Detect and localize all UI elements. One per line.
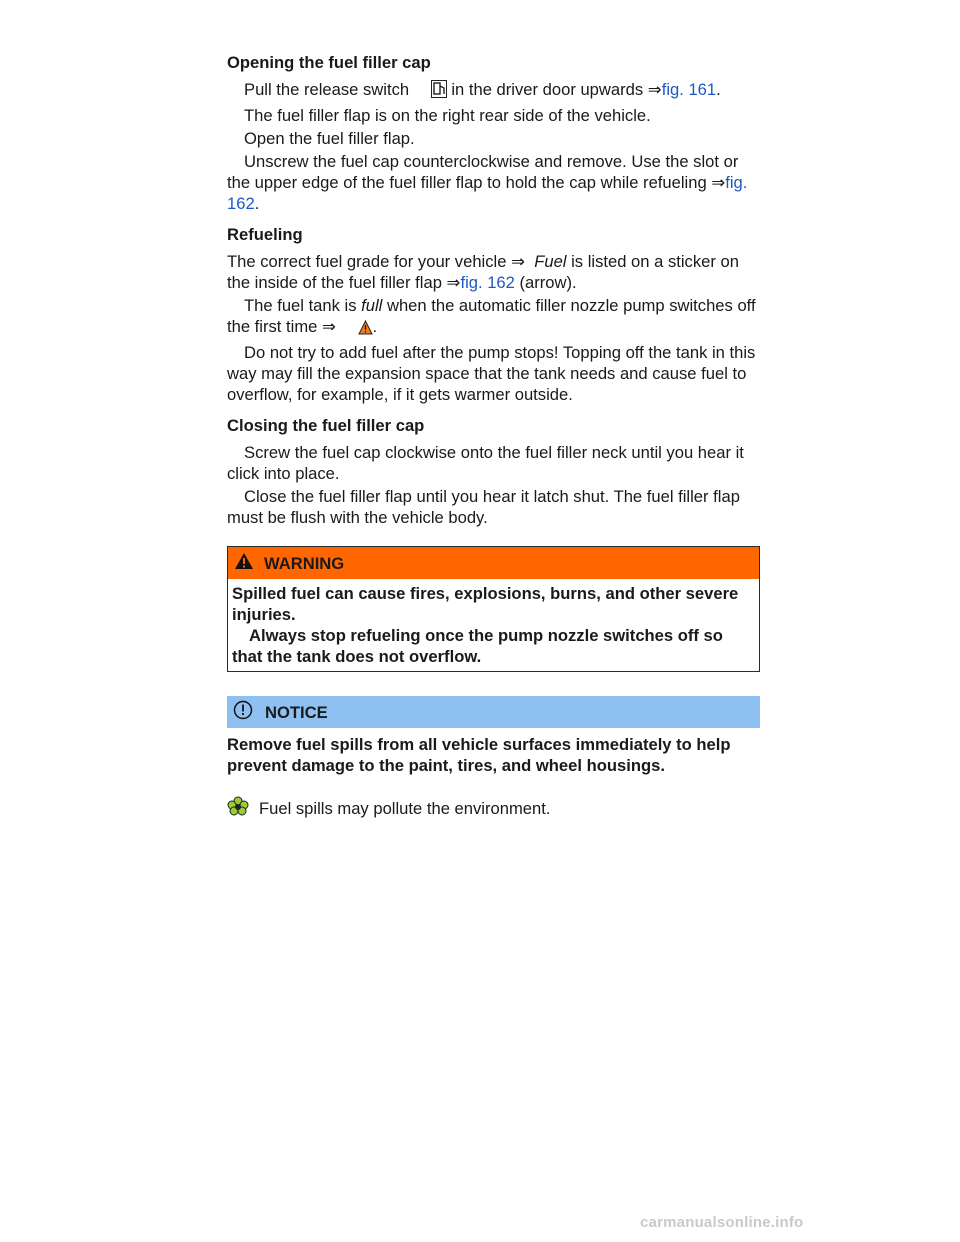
- step-open-flap: Open the fuel filler flap.: [244, 129, 415, 148]
- para-tank-full: The fuel tank is full when the automatic filler nozzle pump switches off the first time ⇒ .: [227, 295, 760, 340]
- link-fig-161[interactable]: fig. 161: [661, 80, 717, 99]
- notice-header: [227, 696, 760, 728]
- warning-body: [228, 579, 759, 671]
- fuel-door-switch-icon: [414, 80, 447, 103]
- para-fuel-grade: The correct fuel grade for your vehicle ⇒ Fuel is listed on a sticker on the inside of the fuel filler flap ⇒fig. 162 (arrow).: [227, 252, 739, 292]
- warning-title: WARNING: [264, 553, 345, 573]
- para-close-flap: Close the fuel filler flap until you hear it latch shut. The fuel filler flap must be flush with the vehicle body.: [227, 487, 740, 527]
- warning-box: [227, 546, 760, 672]
- step-unscrew-cap: Unscrew the fuel cap counterclockwise and remove. Use the slot or the upper edge of the fuel filler flap to hold the cap while refueling ⇒fig. 162.: [227, 152, 748, 213]
- notice-text: Remove fuel spills from all vehicle surfaces immediately to help prevent damage to the paint, tires, and wheel housings.: [227, 735, 731, 775]
- warning-text-2: Always stop refueling once the pump nozzle switches off so that the tank does not overflow.: [232, 626, 723, 666]
- environment-note: [227, 796, 760, 821]
- section-heading-opening: Opening the fuel filler cap: [227, 53, 431, 72]
- section-heading-closing: Closing the fuel filler cap: [227, 416, 425, 435]
- step-release-switch: Pull the release switch in the driver door upwards ⇒fig. 161.: [227, 79, 760, 103]
- para-do-not-top-off: Do not try to add fuel after the pump stops! Topping off the tank in this way may fill the expansion space that the tank needs and cause fuel to overflow, for example, if it gets warmer outside.: [227, 343, 756, 404]
- para-screw-cap: Screw the fuel cap clockwise onto the fuel filler neck until you hear it click into place.: [227, 443, 744, 483]
- notice-title: NOTICE: [265, 702, 328, 722]
- step-flap-location: The fuel filler flap is on the right rear side of the vehicle.: [244, 106, 651, 125]
- notice-icon: [233, 700, 253, 725]
- flower-environment-icon: [227, 796, 249, 821]
- warning-triangle-icon[interactable]: [341, 319, 373, 340]
- warning-header: [228, 547, 759, 579]
- warning-icon: [234, 552, 254, 575]
- link-fig-162[interactable]: fig. 162: [227, 173, 748, 213]
- document-body: [227, 52, 760, 821]
- watermark: carmanualsonline.info: [640, 1214, 804, 1231]
- warning-text-1: Spilled fuel can cause fires, explosions, burns, and other severe injuries.: [232, 584, 739, 624]
- section-heading-refueling: Refueling: [227, 225, 303, 244]
- environment-text: Fuel spills may pollute the environment.: [259, 799, 551, 818]
- link-fig-162-b[interactable]: fig. 162: [460, 273, 515, 292]
